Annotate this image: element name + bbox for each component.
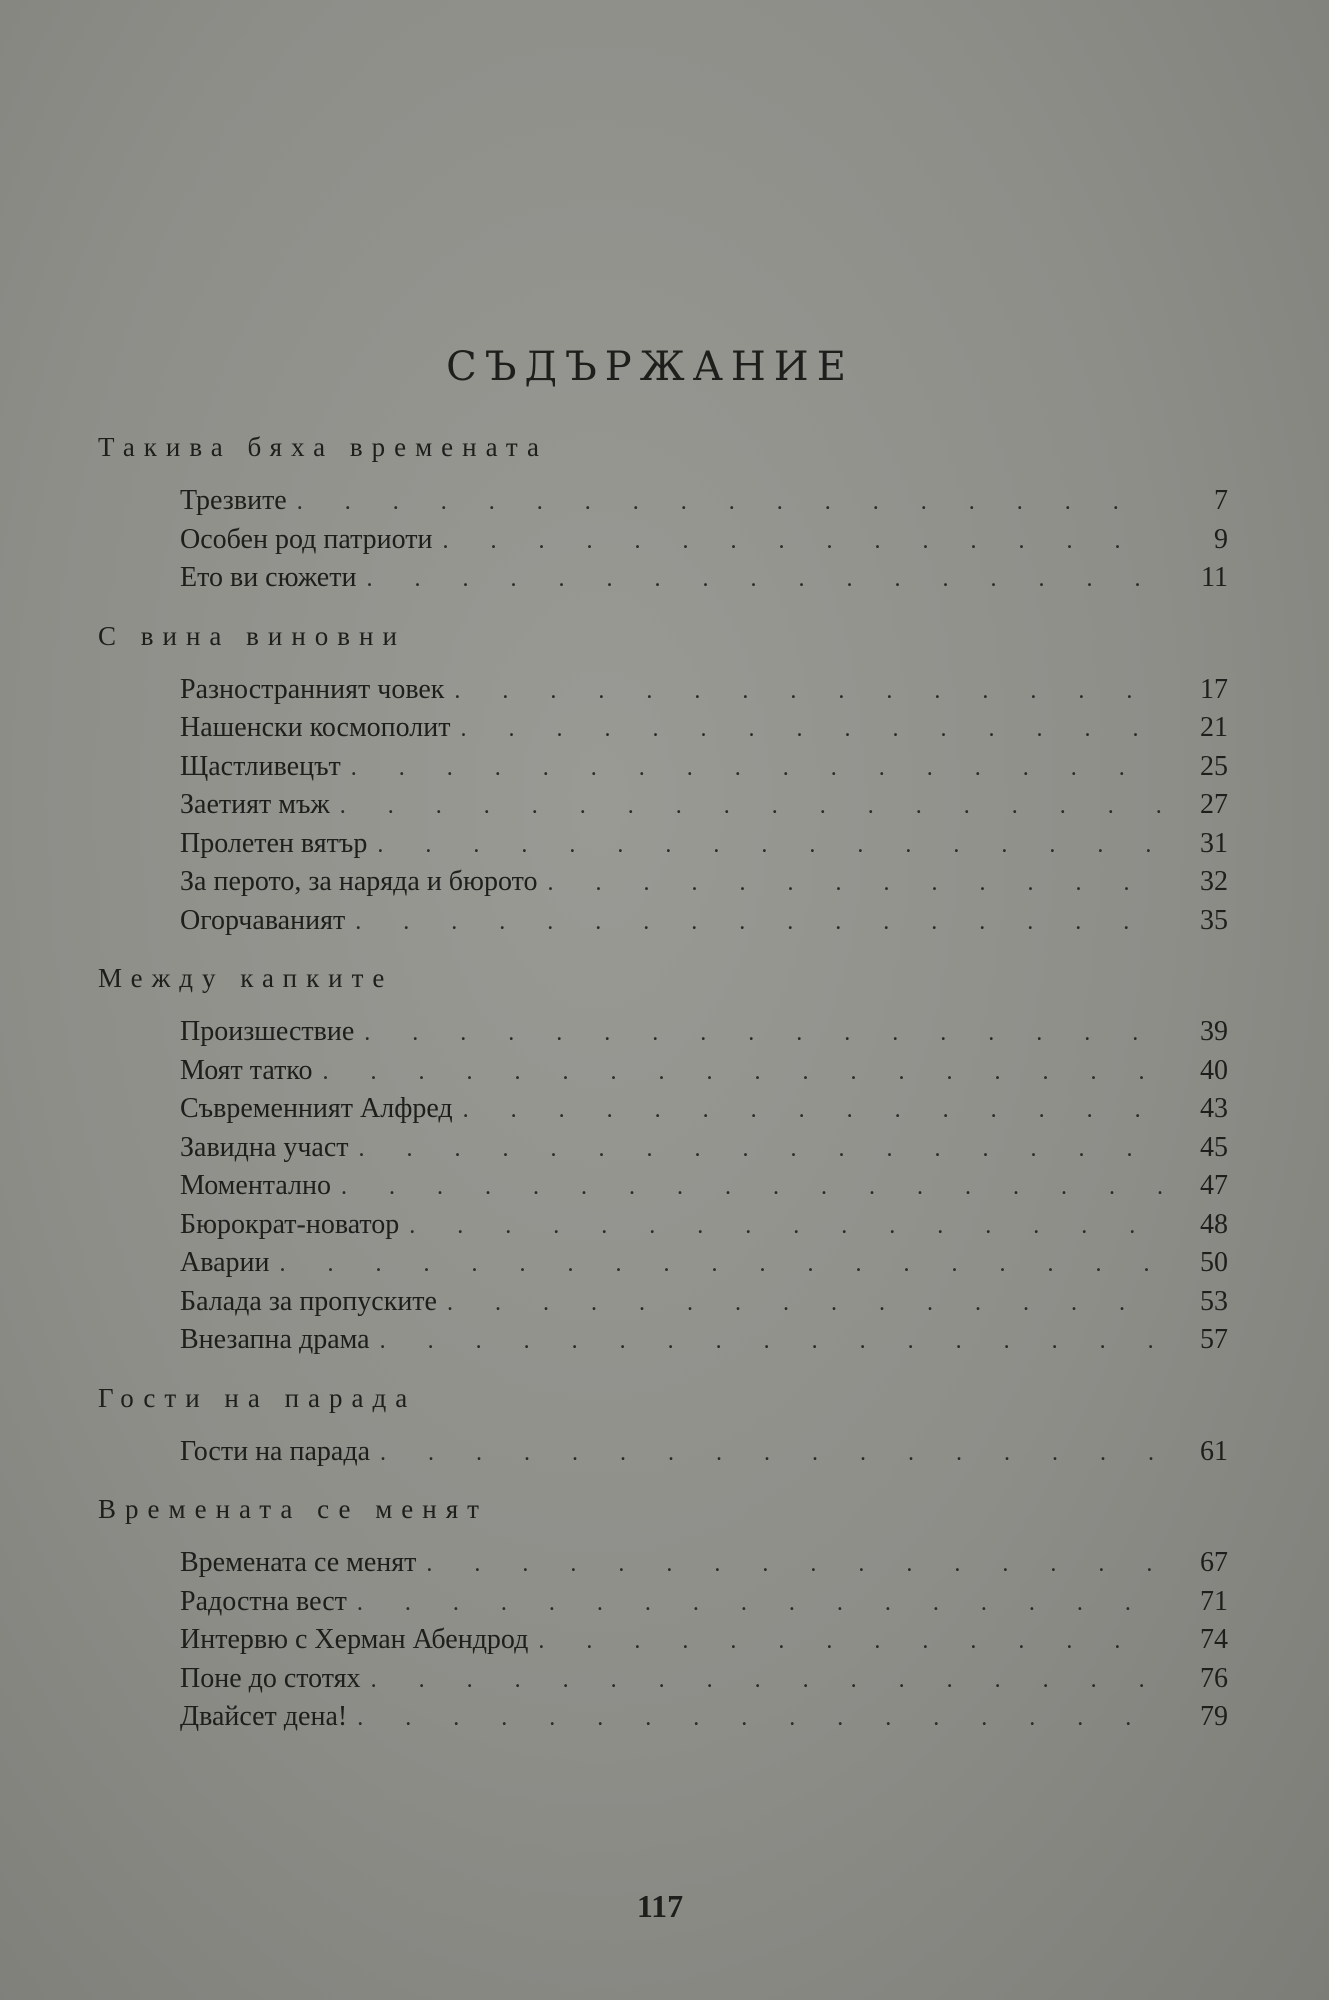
section-title: С вина виновни [98, 620, 406, 651]
dot-leader [380, 1328, 1162, 1355]
dot-leader [547, 870, 1162, 897]
entry-title: Внезапна драма [180, 1324, 370, 1355]
entry-page-number: 31 [1200, 827, 1228, 859]
entry-page-number: 35 [1200, 904, 1228, 936]
entry-page-number: 57 [1200, 1324, 1228, 1355]
entry-page-number: 74 [1200, 1624, 1228, 1655]
entry-title: Щастливецът [180, 750, 341, 782]
entry-page-number: 21 [1200, 712, 1228, 743]
toc-entry [180, 674, 1228, 713]
section-title: Гости на парада [98, 1382, 417, 1413]
toc-entry [180, 1324, 1228, 1363]
entry-title: Трезвите [180, 485, 287, 516]
entry-page-number: 39 [1200, 1016, 1228, 1047]
entry-title: Пролетен вятър [180, 827, 368, 859]
dot-leader [357, 1705, 1162, 1732]
toc-section [98, 963, 1228, 1363]
dot-leader [538, 1628, 1162, 1655]
toc-entry [180, 1624, 1228, 1663]
entry-page-number: 76 [1200, 1662, 1228, 1694]
toc-entry [180, 866, 1228, 905]
toc-entry [180, 1701, 1228, 1740]
entry-title: Моментално [180, 1170, 332, 1201]
dot-leader [454, 678, 1162, 705]
entry-list [180, 1016, 1228, 1363]
entry-title: Ето ви сюжети [180, 562, 357, 593]
section-title: Такива бяха времената [98, 432, 549, 462]
dot-leader [340, 793, 1162, 820]
dot-leader [460, 716, 1162, 743]
toc-entry [180, 1586, 1228, 1625]
entry-page-number: 48 [1200, 1208, 1228, 1240]
toc-entry [180, 905, 1228, 944]
page-title: СЪДЪРЖАНИЕ [446, 344, 854, 390]
entry-title: За перото, за наряда и бюрото [180, 866, 538, 897]
entry-title: Бюрократ-новатор [180, 1208, 400, 1240]
entry-page-number: 53 [1200, 1285, 1228, 1317]
dot-leader [322, 1059, 1162, 1086]
dot-leader [351, 755, 1162, 782]
entry-title: Двайсет дена! [180, 1701, 348, 1732]
entry-title: Времената се менят [180, 1547, 417, 1578]
toc-entry [180, 1547, 1228, 1586]
entry-title: Поне до стотях [180, 1662, 361, 1694]
entry-title: Съвременният Алфред [180, 1093, 453, 1124]
toc-section [98, 432, 1228, 601]
entry-list [180, 1436, 1228, 1475]
toc-entry [180, 789, 1228, 828]
entry-list [180, 674, 1228, 944]
toc-section [98, 1383, 1228, 1475]
dot-leader [364, 1020, 1162, 1047]
entry-title: Балада за пропуските [180, 1285, 437, 1317]
toc-entry [180, 1055, 1228, 1094]
entry-page-number: 61 [1200, 1435, 1228, 1467]
entry-title: Особен род патриоти [180, 523, 433, 555]
toc-entry [180, 1132, 1228, 1171]
dot-leader [463, 1097, 1162, 1124]
toc-entry [180, 712, 1228, 751]
entry-page-number: 17 [1200, 673, 1228, 705]
entry-title: Моят татко [180, 1054, 313, 1086]
entry-page-number: 27 [1200, 789, 1228, 820]
dot-leader [366, 566, 1162, 593]
dot-leader [371, 1667, 1162, 1694]
dot-leader [442, 528, 1162, 555]
entry-title: Нашенски космополит [180, 712, 451, 743]
entry-page-number: 7 [1214, 485, 1228, 516]
dot-leader [279, 1251, 1162, 1278]
toc-entry [180, 562, 1228, 601]
toc-entry [180, 1436, 1228, 1475]
toc-section [98, 621, 1228, 944]
dot-leader [341, 1174, 1162, 1201]
entry-page-number: 43 [1200, 1093, 1228, 1124]
toc-entry [180, 1093, 1228, 1132]
section-title: Между капките [98, 963, 394, 993]
toc-section [98, 1494, 1228, 1740]
entry-page-number: 71 [1200, 1585, 1228, 1617]
entry-page-number: 11 [1201, 562, 1228, 593]
entry-title: Разностранният човек [180, 673, 445, 705]
dot-leader [359, 1136, 1163, 1163]
entry-page-number: 25 [1200, 750, 1228, 782]
dot-leader [297, 489, 1162, 516]
entry-page-number: 79 [1200, 1701, 1228, 1732]
dot-leader [377, 832, 1162, 859]
entry-page-number: 50 [1200, 1247, 1228, 1278]
dot-leader [426, 1551, 1162, 1578]
entry-page-number: 32 [1200, 866, 1228, 897]
toc-entry [180, 1247, 1228, 1286]
toc-entry [180, 1209, 1228, 1248]
dot-leader [409, 1213, 1162, 1240]
entry-title: Огорчаваният [180, 904, 346, 936]
toc-entry [180, 1016, 1228, 1055]
toc-entry [180, 524, 1228, 563]
toc-entry [180, 1286, 1228, 1325]
entry-title: Произшествие [180, 1016, 355, 1047]
entry-title: Интервю с Херман Абендрод [180, 1624, 529, 1655]
entry-title: Заетият мъж [180, 789, 330, 820]
entry-list [180, 485, 1228, 601]
entry-page-number: 9 [1214, 523, 1228, 555]
entry-title: Гости на парада [180, 1435, 370, 1467]
entry-page-number: 47 [1200, 1170, 1228, 1201]
table-of-contents [98, 432, 1228, 1760]
entry-page-number: 67 [1200, 1547, 1228, 1578]
page-number: 117 [636, 1888, 684, 1924]
dot-leader [355, 909, 1162, 936]
entry-title: Радостна вест [180, 1585, 347, 1617]
toc-entry [180, 751, 1228, 790]
entry-list [180, 1547, 1228, 1740]
toc-entry [180, 828, 1228, 867]
dot-leader [447, 1290, 1162, 1317]
entry-page-number: 40 [1200, 1054, 1228, 1086]
section-title: Времената се менят [98, 1494, 488, 1524]
toc-entry [180, 1663, 1228, 1702]
dot-leader [380, 1440, 1162, 1467]
dot-leader [357, 1590, 1162, 1617]
entry-title: Завидна участ [180, 1131, 349, 1163]
entry-title: Аварии [180, 1247, 270, 1278]
toc-entry [180, 485, 1228, 524]
toc-entry [180, 1170, 1228, 1209]
entry-page-number: 45 [1200, 1131, 1228, 1163]
